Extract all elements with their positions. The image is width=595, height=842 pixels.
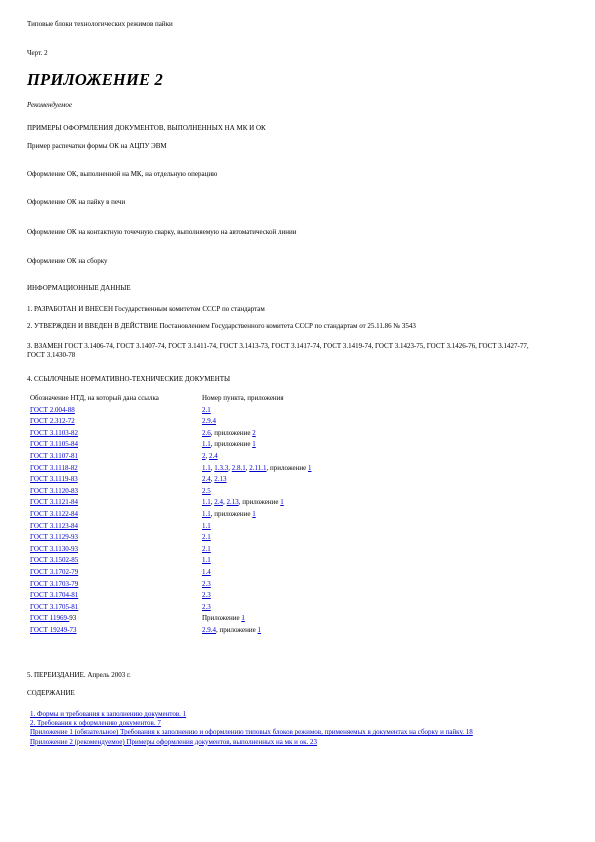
- doc-link[interactable]: ГОСТ 3.1129-93: [30, 533, 79, 542]
- info-item: 4. ССЫЛОЧНЫЕ НОРМАТИВНО-ТЕХНИЧЕСКИЕ ДОКУМЕНТЫ: [27, 375, 231, 383]
- doc-cell: [28, 625, 200, 637]
- doc-link[interactable]: ГОСТ 3.1123-84: [30, 521, 79, 530]
- table-row: [28, 579, 314, 591]
- section-link[interactable]: 2.8.1: [231, 463, 246, 472]
- table-row: [28, 602, 314, 614]
- doc-link[interactable]: ГОСТ 3.1122-84: [30, 509, 79, 518]
- section-cell: [200, 509, 314, 521]
- section-link[interactable]: 2.11.1: [249, 463, 267, 472]
- section-link[interactable]: 1.1: [202, 440, 211, 449]
- doc-cell: [28, 463, 200, 475]
- doc-cell: [28, 509, 200, 521]
- column-header: Обозначение НТД, на который дана ссылка: [30, 394, 159, 402]
- section-text: , приложение: [238, 498, 281, 507]
- doc-cell: [28, 416, 200, 428]
- info-heading: ИНФОРМАЦИОННЫЕ ДАННЫЕ: [27, 284, 131, 292]
- doc-link[interactable]: ГОСТ 3.1118-82: [30, 463, 78, 472]
- section-link[interactable]: 1.1: [202, 463, 211, 472]
- section-link[interactable]: 1.1: [202, 556, 211, 565]
- doc-cell: [28, 497, 200, 509]
- table-row: [28, 613, 314, 625]
- appendix-title: ПРИЛОЖЕНИЕ 2: [27, 70, 163, 89]
- doc-link[interactable]: ГОСТ 3.1502-85: [30, 556, 79, 565]
- example-item: Пример распечатки формы ОК на АЦПУ ЭВМ: [27, 142, 167, 150]
- table-row: [28, 521, 314, 533]
- doc-link[interactable]: ГОСТ 3.1107-81: [30, 451, 79, 460]
- example-item: Оформление ОК, выполненной на МК, на отдельную операцию: [27, 170, 218, 178]
- column-header: Номер пункта, приложения: [202, 394, 284, 402]
- section-text: , приложение: [266, 463, 309, 472]
- examples-heading: ПРИМЕРЫ ОФОРМЛЕНИЯ ДОКУМЕНТОВ, ВЫПОЛНЕННЫХ НА МК И ОК: [27, 124, 266, 132]
- section-link[interactable]: 2.1: [202, 533, 211, 542]
- section-cell: [200, 625, 314, 637]
- doc-suffix: 93: [69, 614, 77, 623]
- table-row: [28, 405, 314, 417]
- section-link[interactable]: 1.3.3: [214, 463, 229, 472]
- section-cell: [200, 497, 314, 509]
- doc-cell: [28, 579, 200, 591]
- page-header: Типовые блоки технологических режимов пайки: [27, 20, 173, 28]
- references-table: [28, 393, 314, 636]
- doc-link[interactable]: ГОСТ 19249-73: [30, 625, 77, 634]
- section-link[interactable]: 2.9.4: [202, 625, 216, 634]
- doc-link[interactable]: ГОСТ 3.1703-79: [30, 579, 79, 588]
- section-cell: [200, 579, 314, 591]
- section-text: Приложение: [202, 614, 242, 623]
- section-link[interactable]: 2: [252, 428, 256, 437]
- table-row: [28, 428, 314, 440]
- doc-link[interactable]: ГОСТ 3.1121-84: [30, 498, 79, 507]
- section-text: , приложение: [210, 509, 253, 518]
- table-row: [28, 486, 314, 498]
- doc-cell: [28, 521, 200, 533]
- section-text: ,: [210, 498, 215, 507]
- info-item: 3. ВЗАМЕН ГОСТ 3.1406-74, ГОСТ 3.1407-74, ГОСТ 3.1411-74, ГОСТ 3.1413-73, ГОСТ 3.1417-74, ГОСТ 3.1419-74, ГОСТ 3.1423-75, ГОСТ 3.1426-76, ГОСТ 3.1427-77, ГОСТ 3.1430-78: [27, 342, 529, 359]
- doc-cell: [28, 474, 200, 486]
- doc-cell: [28, 555, 200, 567]
- toc-link[interactable]: Приложение 1 (обязательное) Требования к заполнению и оформлению типовых блоков режимов, применяемых в документах на сборку и пайку. 18: [30, 728, 473, 737]
- toc-link[interactable]: 1. Формы и требования к заполнению документов. 1: [30, 710, 187, 718]
- section-link[interactable]: 2: [202, 451, 206, 460]
- table-row: [28, 439, 314, 451]
- reissue-note: 5. ПЕРЕИЗДАНИЕ. Апрель 2003 г.: [27, 671, 131, 679]
- info-item: 2. УТВЕРЖДЕН И ВВЕДЕН В ДЕЙСТВИЕ Постановлением Государственного комитета СССР по стандартам от 25.11.86 № 3543: [27, 322, 416, 330]
- chart-reference: Черт. 2: [27, 49, 48, 57]
- doc-cell: [28, 613, 200, 625]
- section-link[interactable]: 2.4: [202, 475, 211, 484]
- table-row: [28, 590, 314, 602]
- doc-cell: [28, 405, 200, 417]
- section-text: ,: [210, 475, 215, 484]
- table-of-contents: [30, 710, 490, 747]
- section-link[interactable]: 2.1: [202, 405, 211, 414]
- doc-cell: [28, 602, 200, 614]
- section-link[interactable]: 2.3: [202, 591, 211, 600]
- section-link[interactable]: 2.4: [209, 451, 218, 460]
- section-cell: [200, 544, 314, 556]
- section-link[interactable]: 1: [241, 614, 245, 623]
- section-link[interactable]: 2.4: [214, 498, 223, 507]
- section-link[interactable]: 2.13: [214, 475, 227, 484]
- section-cell: [200, 428, 314, 440]
- doc-cell: [28, 486, 200, 498]
- doc-link[interactable]: ГОСТ 3.1130-93: [30, 544, 79, 553]
- doc-cell: [28, 532, 200, 544]
- table-row: [28, 474, 314, 486]
- section-link[interactable]: 1: [308, 463, 312, 472]
- example-item: Оформление ОК на пайку в печи: [27, 198, 126, 206]
- contents-heading: СОДЕРЖАНИЕ: [27, 689, 75, 697]
- doc-cell: [28, 451, 200, 463]
- section-cell: [200, 474, 314, 486]
- table-row: [28, 497, 314, 509]
- doc-link[interactable]: ГОСТ 2.004-88: [30, 405, 75, 414]
- doc-link[interactable]: ГОСТ 3.1120-83: [30, 486, 79, 495]
- table-row: [28, 544, 314, 556]
- section-cell: [200, 613, 314, 625]
- section-link[interactable]: 1.1: [202, 521, 211, 530]
- section-text: , приложение: [210, 440, 253, 449]
- section-cell: [200, 439, 314, 451]
- doc-link[interactable]: ГОСТ 3.1702-79: [30, 567, 79, 576]
- section-text: ,: [210, 463, 215, 472]
- section-link[interactable]: 2.1: [202, 544, 211, 553]
- doc-cell: [28, 567, 200, 579]
- table-row: [28, 567, 314, 579]
- section-cell: [200, 463, 314, 475]
- section-text: , приложение: [210, 428, 253, 437]
- table-row: [28, 625, 314, 637]
- section-cell: [200, 521, 314, 533]
- section-link[interactable]: 1: [257, 625, 262, 634]
- section-cell: [200, 416, 314, 428]
- section-cell: [200, 590, 314, 602]
- appendix-status: Рекомендуемое: [27, 101, 72, 109]
- info-item: 1. РАЗРАБОТАН И ВНЕСЕН Государственным комитетом СССР по стандартам: [27, 305, 265, 313]
- section-text: ,: [205, 451, 209, 460]
- section-link[interactable]: 1.1: [202, 498, 211, 507]
- table-row: [28, 532, 314, 544]
- section-text: ,: [228, 463, 232, 472]
- doc-link[interactable]: ГОСТ 11969-: [30, 614, 70, 623]
- doc-cell: [28, 544, 200, 556]
- section-link[interactable]: 2.3: [202, 602, 211, 611]
- doc-cell: [28, 428, 200, 440]
- doc-link[interactable]: ГОСТ 3.1705-81: [30, 602, 79, 611]
- table-row: [28, 416, 314, 428]
- section-link[interactable]: 1: [252, 440, 256, 449]
- section-link[interactable]: 2.5: [202, 486, 211, 495]
- toc-link[interactable]: 2. Требования к оформлению документов. 7: [30, 719, 161, 728]
- section-link[interactable]: 2.13: [226, 498, 239, 507]
- section-cell: [200, 486, 314, 498]
- section-text: ,: [223, 498, 227, 507]
- section-cell: [200, 451, 314, 463]
- table-row: [28, 463, 314, 475]
- doc-link[interactable]: ГОСТ 3.1105-84: [30, 440, 79, 449]
- section-link[interactable]: 2.3: [202, 579, 211, 588]
- section-cell: [200, 602, 314, 614]
- doc-link[interactable]: ГОСТ 3.1103-82: [30, 428, 79, 437]
- section-link[interactable]: 1: [252, 509, 256, 518]
- section-cell: [200, 555, 314, 567]
- section-cell: [200, 532, 314, 544]
- section-link[interactable]: 2.9.4: [202, 417, 216, 426]
- section-cell: [200, 405, 314, 417]
- section-text: , приложение: [216, 625, 258, 634]
- table-row: [28, 509, 314, 521]
- doc-link[interactable]: ГОСТ 3.1119-83: [30, 475, 78, 484]
- section-text: ,: [245, 463, 250, 472]
- doc-cell: [28, 590, 200, 602]
- section-link[interactable]: 1.4: [202, 567, 211, 576]
- section-link[interactable]: 1.1: [202, 509, 211, 518]
- doc-link[interactable]: ГОСТ 3.1704-81: [30, 591, 79, 600]
- section-link[interactable]: 2.6: [202, 428, 211, 437]
- section-cell: [200, 567, 314, 579]
- example-item: Оформление ОК на контактную точечную сварку, выполняемую на автоматической линии: [27, 228, 297, 236]
- doc-cell: [28, 439, 200, 451]
- example-item: Оформление ОК на сборку: [27, 257, 108, 265]
- toc-link[interactable]: Приложение 2 (рекомендуемое) Примеры оформления документов, выполненных на мк и ок. 23: [30, 737, 318, 746]
- table-row: [28, 555, 314, 567]
- table-header-row: [28, 393, 314, 405]
- table-row: [28, 451, 314, 463]
- doc-link[interactable]: ГОСТ 2.312-72: [30, 417, 75, 426]
- section-link[interactable]: 1: [280, 498, 284, 507]
